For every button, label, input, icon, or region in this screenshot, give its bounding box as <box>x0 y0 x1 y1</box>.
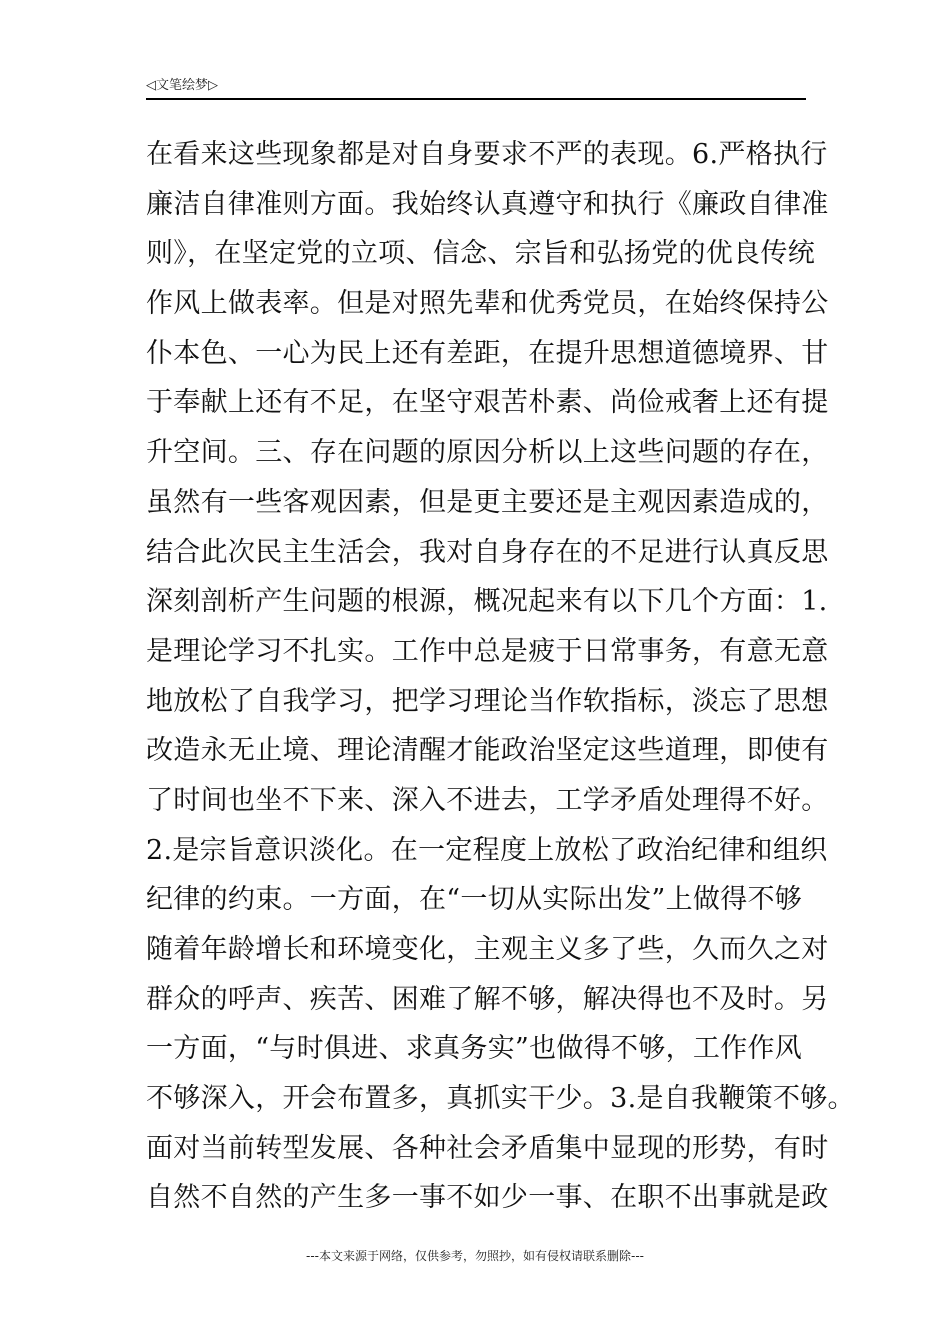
header-title: ◁文笔绘梦▷ <box>146 78 218 93</box>
text-line: 一方面，“与时俱进、求真务实”也做得不够，工作作风 <box>146 1033 803 1065</box>
page-footer: ---本文来源于网络，仅供参考，勿照抄，如有侵权请联系删除--- <box>306 1249 644 1263</box>
text-line: 于奉献上还有不足，在坚守艰苦朴素、尚俭戒奢上还有提 <box>146 387 829 419</box>
body-text <box>146 130 855 1223</box>
text-line: 地放松了自我学习，把学习理论当作软指标，淡忘了思想 <box>146 685 829 717</box>
text-line: 虽然有一些客观因素，但是更主要还是主观因素造成的， <box>146 486 829 518</box>
text-line: 则》，在坚定党的立项、信念、宗旨和弘扬党的优良传统 <box>146 238 815 270</box>
text-line: 了时间也坐不下来、深入不进去，工学矛盾处理得不好。 <box>146 784 829 816</box>
text-line: 深刻剖析产生问题的根源，概况起来有以下几个方面：1. <box>146 586 828 618</box>
text-line: 自然不自然的产生多一事不如少一事、在职不出事就是政 <box>146 1182 829 1214</box>
text-line: 群众的呼声、疾苦、困难了解不够，解决得也不及时。另 <box>146 983 829 1015</box>
text-line: 是理论学习不扎实。工作中总是疲于日常事务，有意无意 <box>146 635 829 667</box>
page-header <box>146 70 806 100</box>
text-line: 随着年龄增长和环境变化，主观主义多了些，久而久之对 <box>146 934 829 965</box>
text-line: 升空间。三、存在问题的原因分析以上这些问题的存在， <box>146 437 829 469</box>
text-line: 作风上做表率。但是对照先辈和优秀党员，在始终保持公 <box>146 288 829 320</box>
text-line: 廉洁自律准则方面。我始终认真遵守和执行《廉政自律准 <box>146 188 829 220</box>
text-line: 结合此次民主生活会，我对自身存在的不足进行认真反思 <box>146 536 829 568</box>
text-line: 面对当前转型发展、各种社会矛盾集中显现的形势，有时 <box>146 1132 829 1164</box>
text-line: 仆本色、一心为民上还有差距，在提升思想道德境界、甘 <box>146 337 829 369</box>
text-line: 不够深入，开会布置多，真抓实干少。3.是自我鞭策不够。 <box>146 1083 855 1115</box>
text-line: 纪律的约束。一方面，在“一切从实际出发”上做得不够 <box>146 884 803 916</box>
text-line: 2.是宗旨意识淡化。在一定程度上放松了政治纪律和组织 <box>146 834 828 866</box>
text-line: 改造永无止境、理论清醒才能政治坚定这些道理，即使有 <box>146 735 829 767</box>
text-line: 在看来这些现象都是对自身要求不严的表现。6.严格执行 <box>146 139 828 170</box>
